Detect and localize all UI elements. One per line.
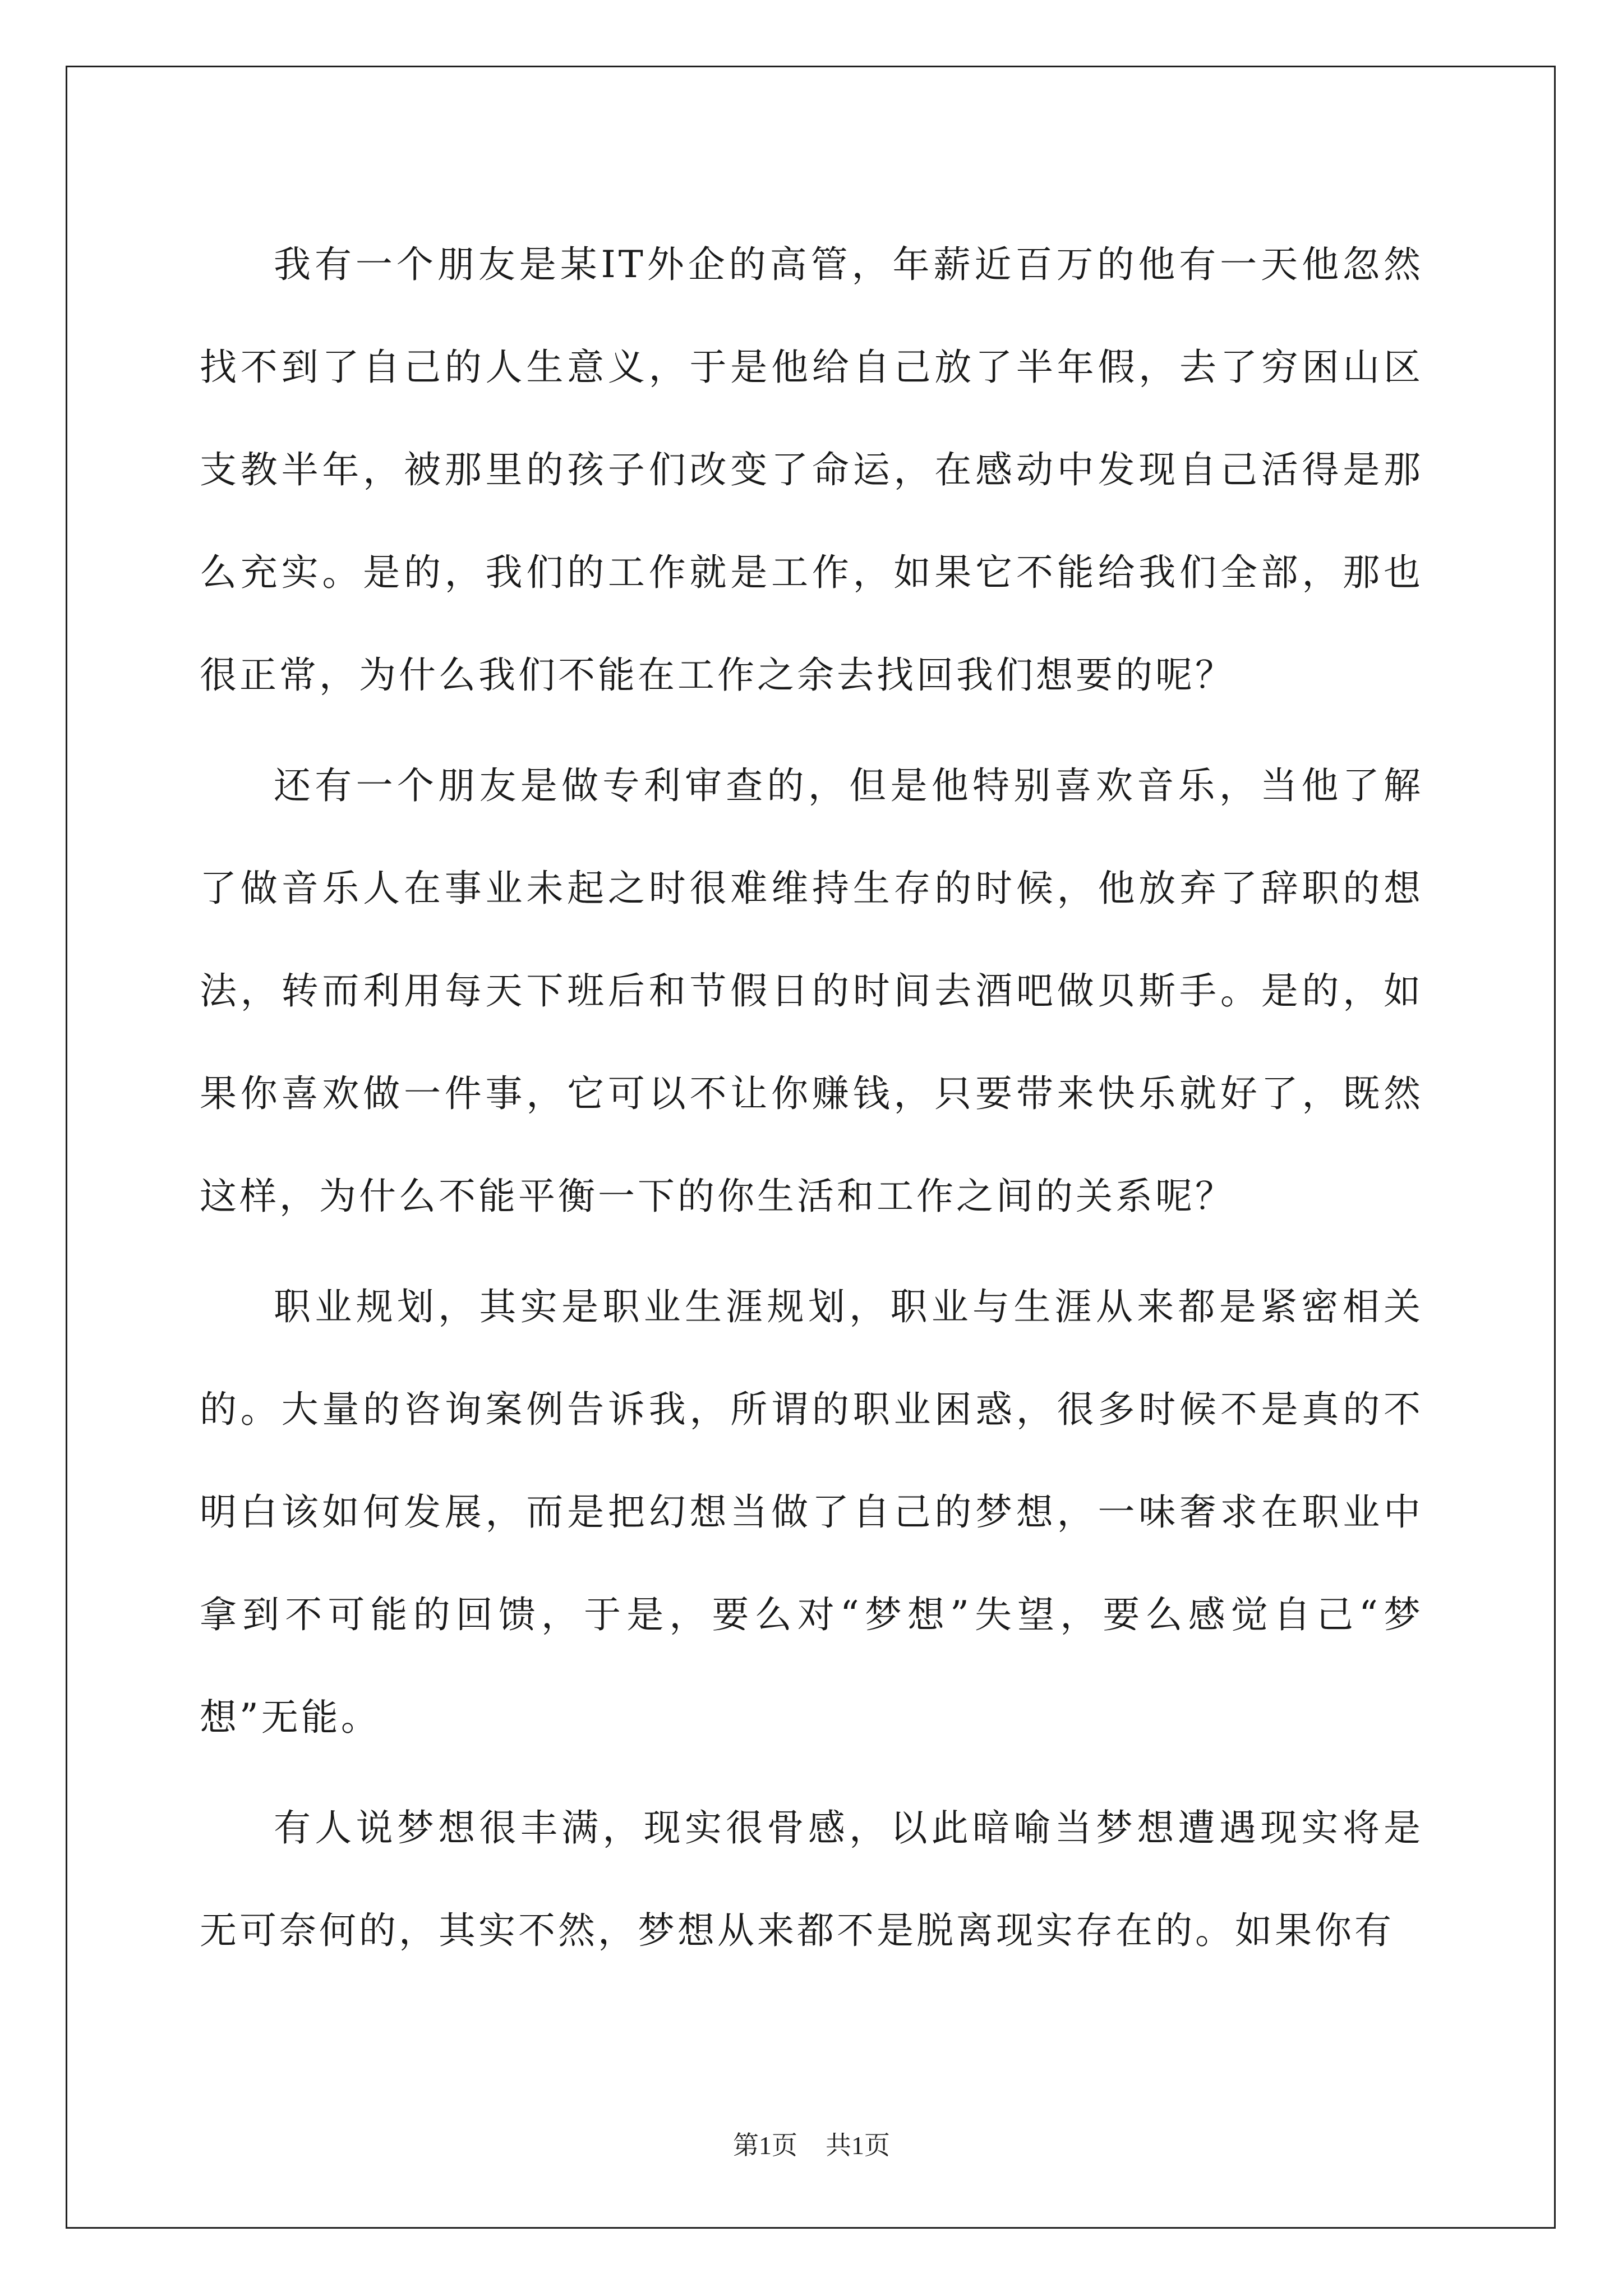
paragraph-4: 有人说梦想很丰满，现实很骨感，以此暗喻当梦想遭遇现实将是无可奈何的，其实不然，梦想从来都不是脱离现实存在的。如果你有 [200,1806,1423,1952]
paragraph-1: 我有一个朋友是某IT外企的高管，年薪近百万的他有一天他忽然找不到了自己的人生意义，于是他给自己放了半年假，去了穷困山区支教半年，被那里的孩子们改变了命运，在感动中发现自己活得是那么充实。是的，我们的工作就是工作，如果它不能给我们全部，那也很正常，为什么我们不能在工作之余去找回我们想要的呢？ [200,243,1423,697]
paragraph-2: 还有一个朋友是做专利审查的，但是他特别喜欢音乐，当他了解了做音乐人在事业未起之时很难维持生存的时候，他放弃了辞职的想法，转而利用每天下班后和节假日的时间去酒吧做贝斯手。是的，如果你喜欢做一件事，它可以不让你赚钱，只要带来快乐就好了，既然这样，为什么不能平衡一下的你生活和工作之间的关系呢？ [200,764,1423,1218]
document-body [200,213,1423,1990]
page-total: 共1页 [826,2131,890,2160]
paragraph-3: 职业规划，其实是职业生涯规划，职业与生涯从来都是紧密相关的。大量的咨询案例告诉我，所谓的职业困惑，很多时候不是真的不明白该如何发展，而是把幻想当做了自己的梦想，一味奢求在职业中拿到不可能的回馈，于是，要么对“梦想”失望，要么感觉自己“梦想”无能。 [200,1285,1423,1739]
page-number: 第1页 [733,2131,797,2160]
page-footer [0,2125,1623,2162]
